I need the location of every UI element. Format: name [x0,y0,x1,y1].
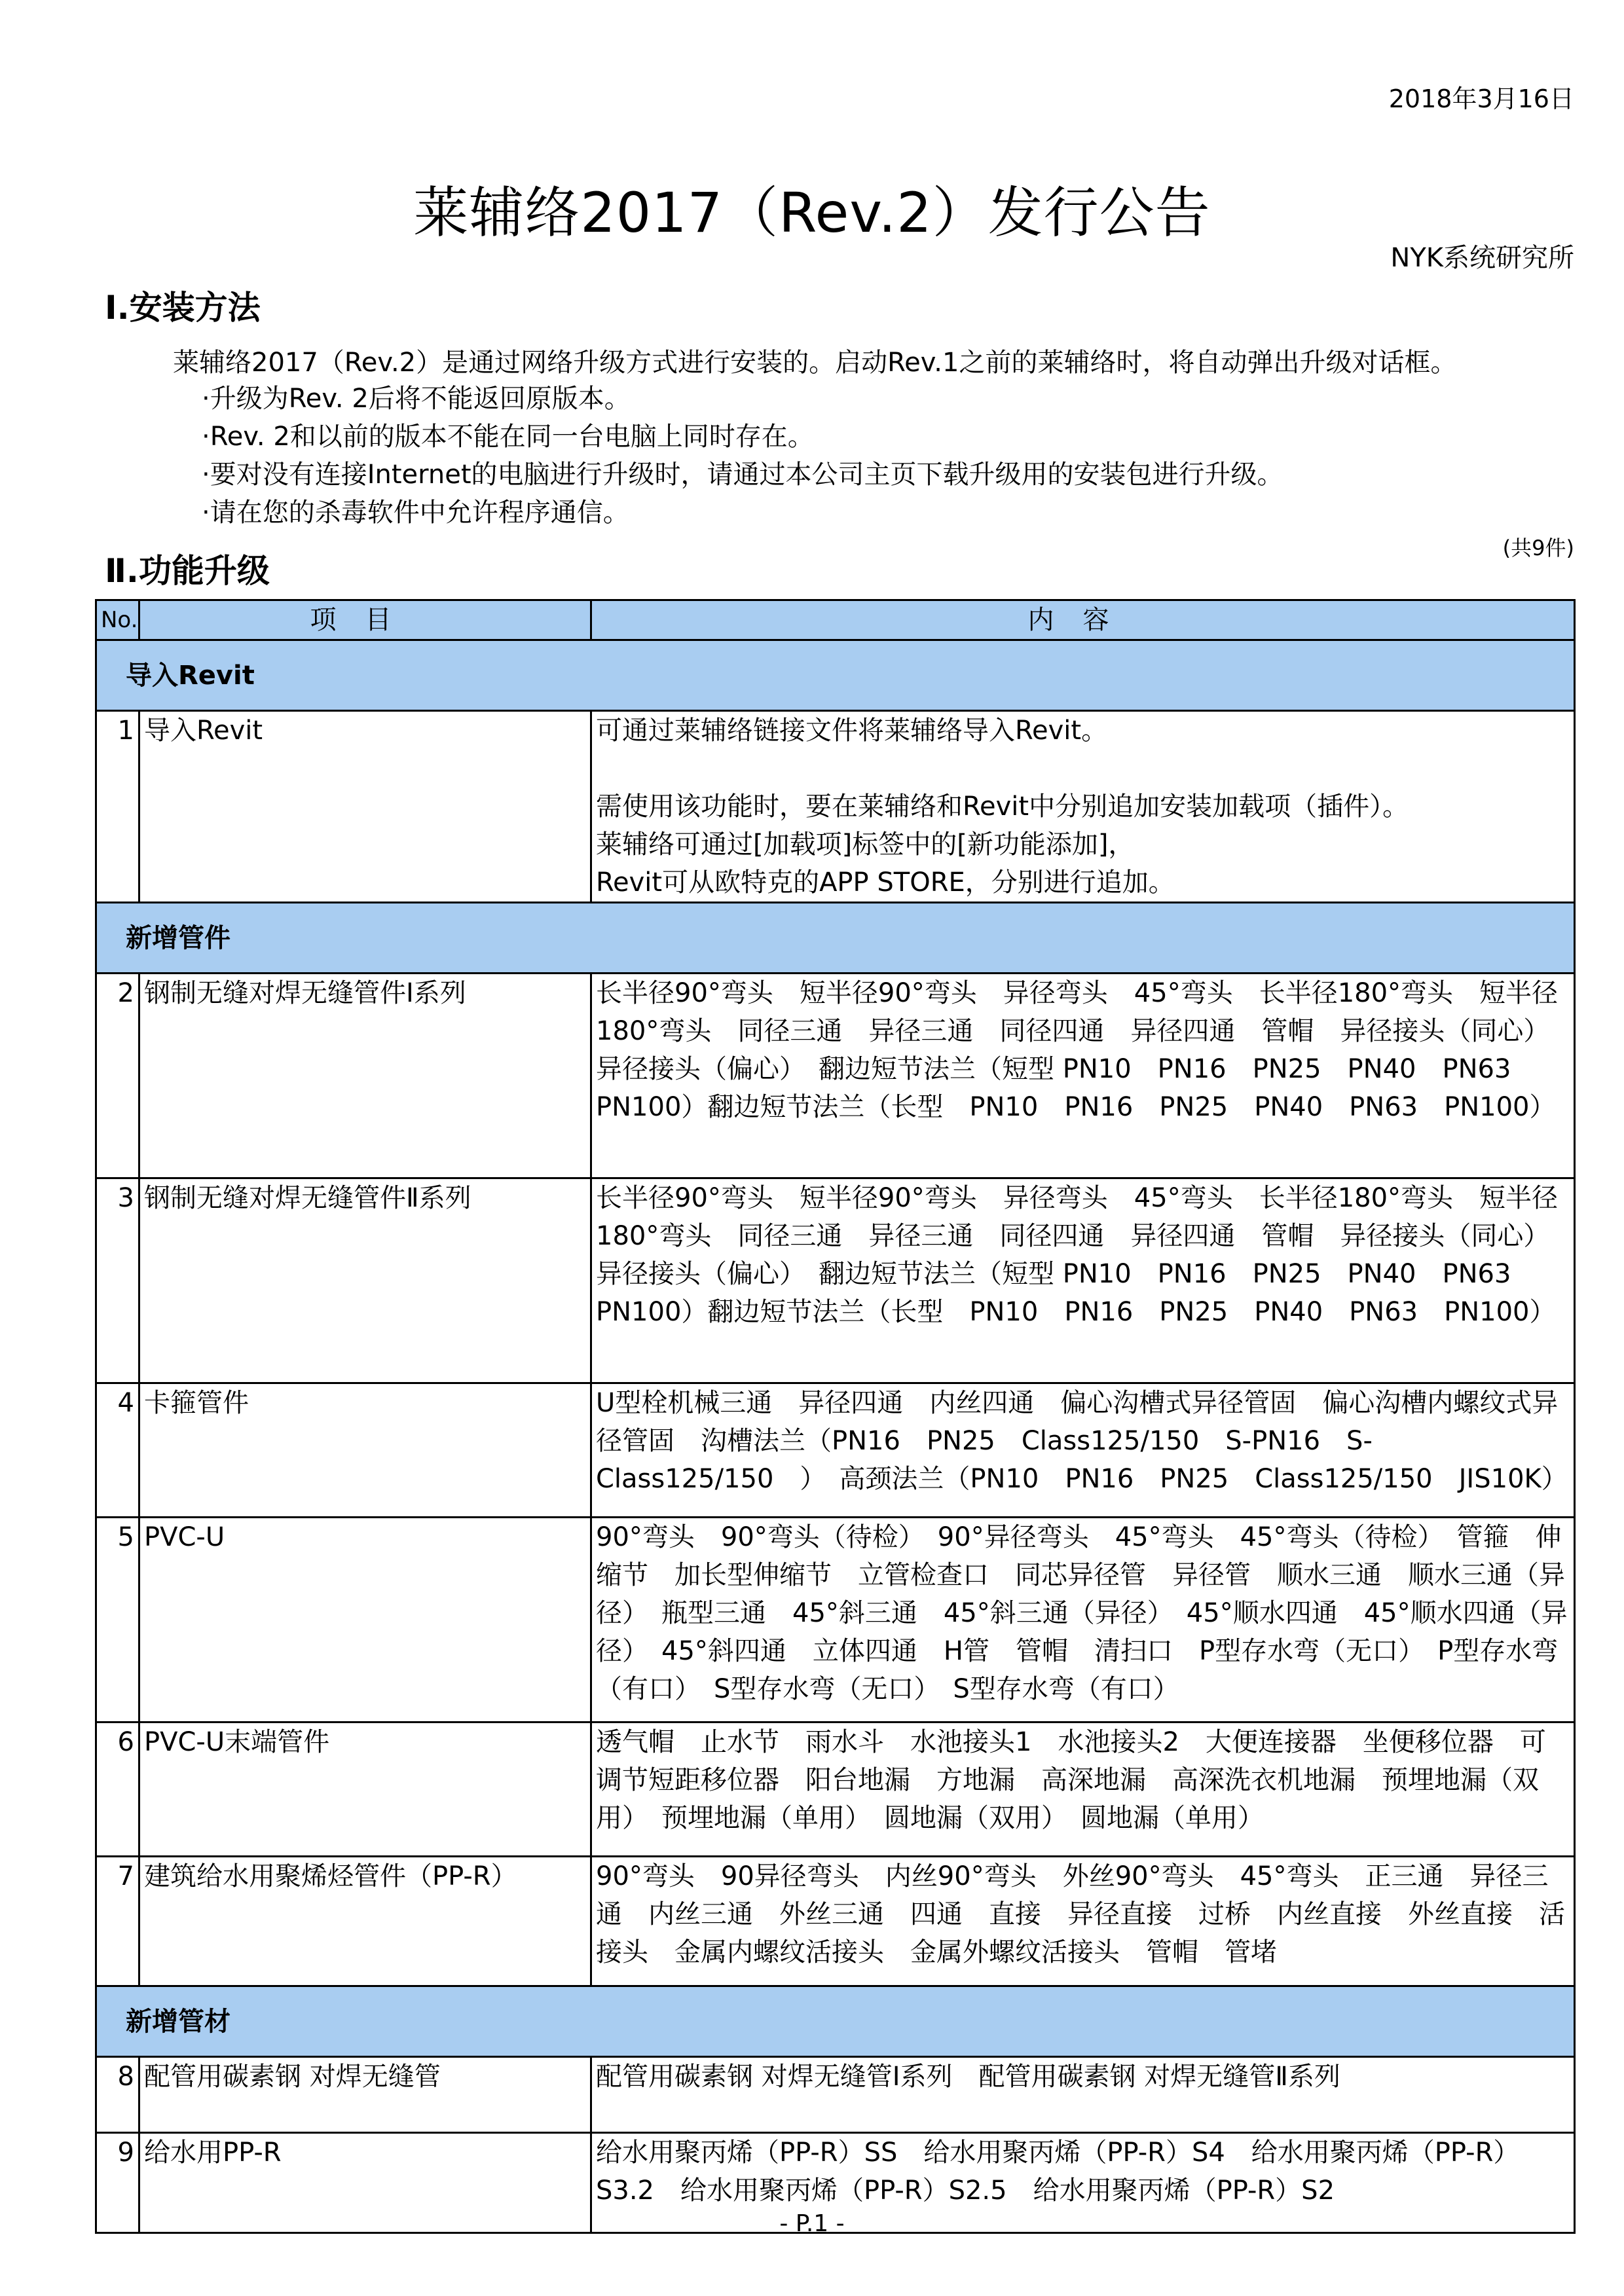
row-item: 配管用碳素钢 对焊无缝管 [139,2057,591,2133]
row-content [591,2057,1575,2133]
content-line: Revit可从欧特克的APP STORE，分别进行追加。 [596,867,1175,898]
content-line [596,750,1570,788]
row-item: 建筑给水用聚烯烃管件（PP-R） [139,1857,591,1986]
install-intro: 莱辅络2017（Rev.2）是通过网络升级方式进行安装的。启动Rev.1之前的莱辅络时，将自动弹出升级对话框。 [173,348,1457,378]
row-number: 6 [96,1722,139,1857]
row-number: 5 [96,1518,139,1722]
table-row [96,974,1575,1178]
row-number: 3 [96,1178,139,1383]
issue-date: 2018年3月16日 [1388,84,1574,113]
row-number: 2 [96,974,139,1178]
row-item: 卡箍管件 [139,1383,591,1518]
feature-count: (共9件) [1502,536,1574,560]
category-row [96,640,1575,711]
header-content: 内容 [591,600,1575,640]
row-item: 钢制无缝对焊无缝管件Ⅰ系列 [139,974,591,1178]
content-line: 可通过莱辅络链接文件将莱辅络导入Revit。 [596,716,1108,746]
page-title: 莱辅络2017（Rev.2）发行公告 [413,181,1211,245]
content-line: 90°弯头 90°弯头（待检） 90°异径弯头 45°弯头 45°弯头（待检） 管箍 伸缩节 加长型伸缩节 立管检查口 同芯异径管 异径管 顺水三通 顺水三通（异径） 瓶型三通 45°斜三通 45°斜三通（异径） 45°顺水四通 45°顺水四通（异径） 45°斜四通 立体四通 H管 管帽 清扫口 P型存水弯（无口） P型存水弯（有口） S型存水弯（无口） S型存水弯（有口） [596,1522,1568,1704]
install-note: ·请在您的杀毒软件中允许程序通信。 [202,498,629,528]
table-row [96,1722,1575,1857]
table-row [96,1857,1575,1986]
row-item: 给水用PP-R [139,2133,591,2233]
table-header-row [96,600,1575,640]
page-number: - P.1 - [779,2210,845,2237]
table-row [96,1383,1575,1518]
content-line: 90°弯头 90异径弯头 内丝90°弯头 外丝90°弯头 45°弯头 正三通 异径三通 内丝三通 外丝三通 四通 直接 异径直接 过桥 内丝直接 外丝直接 活接头 金属内螺纹活接头 金属外螺纹活接头 管帽 管堵 [596,1861,1565,1967]
row-number: 8 [96,2057,139,2133]
content-line: 配管用碳素钢 对焊无缝管Ⅰ系列 配管用碳素钢 对焊无缝管Ⅱ系列 [596,2062,1340,2092]
category-row [96,1986,1575,2057]
row-content [591,711,1575,903]
content-line: 长半径90°弯头 短半径90°弯头 异径弯头 45°弯头 长半径180°弯头 短半径180°弯头 同径三通 异径三通 同径四通 异径四通 管帽 异径接头（同心） 异径接头（偏心） 翻边短节法兰（短型 PN10 PN16 PN25 PN40 PN63 PN100）翻边短节法兰（长型 PN10 PN16 PN25 PN40 PN63 PN100） [596,978,1563,1122]
row-content [591,1518,1575,1722]
category-row [96,903,1575,974]
row-item: 钢制无缝对焊无缝管件Ⅱ系列 [139,1178,591,1383]
row-content [591,1178,1575,1383]
content-line: U型栓机械三通 异径四通 内丝四通 偏心沟槽式异径管固 偏心沟槽内螺纹式异径管固 沟槽法兰（PN16 PN25 Class125/150 S-PN16 S-Class125/150 ） 高颈法兰（PN10 PN16 PN25 Class125/150 JIS10K） [596,1388,1568,1494]
content-line: 透气帽 止水节 雨水斗 水池接头1 水池接头2 大便连接器 坐便移位器 可调节短距移位器 阳台地漏 方地漏 高深地漏 高深洗衣机地漏 预埋地漏（双用） 预埋地漏（单用） 圆地漏（双用） 圆地漏（单用） [596,1727,1546,1833]
row-item: PVC-U末端管件 [139,1722,591,1857]
table-row [96,1518,1575,1722]
install-notes-list [202,380,1283,532]
row-number: 4 [96,1383,139,1518]
row-item: PVC-U [139,1518,591,1722]
table-row [96,1178,1575,1383]
organization-name: NYK系统研究所 [1390,243,1574,273]
content-line: 长半径90°弯头 短半径90°弯头 异径弯头 45°弯头 长半径180°弯头 短半径180°弯头 同径三通 异径三通 同径四通 异径四通 管帽 异径接头（同心） 异径接头（偏心） 翻边短节法兰（短型 PN10 PN16 PN25 PN40 PN63 PN100）翻边短节法兰（长型 PN10 PN16 PN25 PN40 PN63 PN100） [596,1183,1563,1327]
row-content [591,1722,1575,1857]
table-body [96,640,1575,2233]
section-heading-features: Ⅱ.功能升级 [105,552,270,590]
row-number: 9 [96,2133,139,2233]
row-number: 1 [96,711,139,903]
header-no: No. [96,600,139,640]
install-note: ·要对没有连接Internet的电脑进行升级时，请通过本公司主页下载升级用的安装包进行升级。 [202,460,1283,490]
row-item: 导入Revit [139,711,591,903]
category-label: 新增管件 [96,903,1575,974]
table-row [96,2057,1575,2133]
row-number: 7 [96,1857,139,1986]
install-note: ·Rev. 2和以前的版本不能在同一台电脑上同时存在。 [202,422,814,452]
content-line: 莱辅络可通过[加载项]标签中的[新功能添加]， [596,829,1135,860]
content-line: 给水用聚丙烯（PP-R）SS 给水用聚丙烯（PP-R）S4 给水用聚丙烯（PP-R）S3.2 给水用聚丙烯（PP-R）S2.5 给水用聚丙烯（PP-R）S2 [596,2138,1520,2206]
row-content [591,974,1575,1178]
section-heading-install: Ⅰ.安装方法 [105,289,261,327]
category-label: 新增管材 [96,1986,1575,2057]
install-note: ·升级为Rev. 2后将不能返回原版本。 [202,384,631,414]
row-content [591,1383,1575,1518]
header-item: 项目 [139,600,591,640]
table-row [96,711,1575,903]
content-line: 需使用该功能时，要在莱辅络和Revit中分别追加安装加载项（插件）。 [596,792,1409,822]
feature-table [95,599,1576,2234]
category-label: 导入Revit [96,640,1575,711]
row-content [591,1857,1575,1986]
